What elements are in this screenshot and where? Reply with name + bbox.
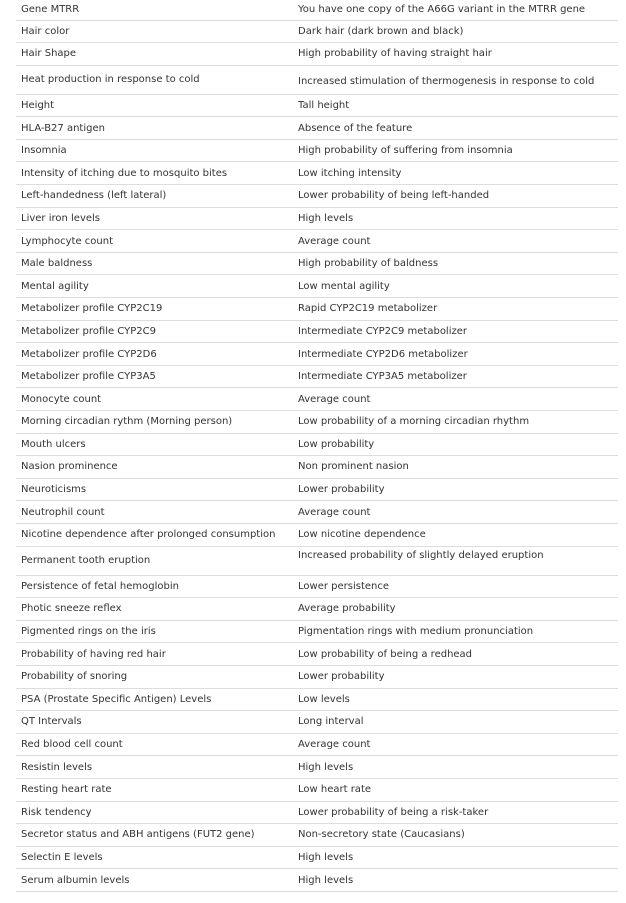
result-cell: Low itching intensity [293, 162, 618, 185]
trait-cell: Male baldness [16, 252, 293, 275]
table-row [16, 20, 618, 43]
table-row [16, 365, 618, 388]
table-row [16, 501, 618, 524]
table-row [16, 801, 618, 824]
trait-cell: Probability of snoring [16, 665, 293, 688]
table-row [16, 139, 618, 162]
trait-cell: Persistence of fetal hemoglobin [16, 575, 293, 598]
result-cell: Low levels [293, 688, 618, 711]
trait-cell: Height [16, 94, 293, 117]
result-cell: Intermediate CYP2D6 metabolizer [293, 343, 618, 366]
trait-cell: Hair Shape [16, 43, 293, 66]
table-row [16, 478, 618, 501]
trait-cell: Metabolizer profile CYP3A5 [16, 365, 293, 388]
table-row [16, 320, 618, 343]
result-cell: Long interval [293, 711, 618, 734]
trait-cell: Secretor status and ABH antigens (FUT2 gene) [16, 824, 293, 847]
result-cell: Lower persistence [293, 575, 618, 598]
result-cell: Rapid CYP2C19 metabolizer [293, 298, 618, 321]
result-cell: Intermediate CYP2C9 metabolizer [293, 320, 618, 343]
trait-cell: Probability of having red hair [16, 643, 293, 666]
table-row [16, 433, 618, 456]
trait-cell: Photic sneeze reflex [16, 598, 293, 621]
table-row [16, 643, 618, 666]
table-row [16, 298, 618, 321]
table-row [16, 665, 618, 688]
result-cell: Lower probability [293, 478, 618, 501]
traits-table [16, 0, 618, 892]
table-row [16, 733, 618, 756]
table-row [16, 343, 618, 366]
trait-cell: Hair color [16, 20, 293, 43]
result-cell: High probability of suffering from insomnia [293, 139, 618, 162]
trait-cell: Resistin levels [16, 756, 293, 779]
result-cell: Low nicotine dependence [293, 523, 618, 546]
table-row [16, 275, 618, 298]
trait-cell: Lymphocyte count [16, 230, 293, 253]
trait-cell: Left-handedness (left lateral) [16, 185, 293, 208]
table-row [16, 598, 618, 621]
trait-cell: Heat production in response to cold [16, 65, 293, 94]
trait-cell: Morning circadian rythm (Morning person) [16, 411, 293, 434]
trait-cell: Neutrophil count [16, 501, 293, 524]
table-row [16, 0, 618, 20]
table-row [16, 388, 618, 411]
table-row [16, 688, 618, 711]
trait-cell: Monocyte count [16, 388, 293, 411]
result-cell: Low heart rate [293, 778, 618, 801]
trait-cell: HLA-B27 antigen [16, 117, 293, 140]
result-cell: Increased probability of slightly delayed eruption [293, 546, 618, 575]
trait-cell: Pigmented rings on the iris [16, 620, 293, 643]
result-cell: Increased stimulation of thermogenesis in response to cold [293, 65, 618, 94]
table-row [16, 94, 618, 117]
result-cell: Average count [293, 230, 618, 253]
table-row [16, 620, 618, 643]
result-cell: Pigmentation rings with medium pronunciation [293, 620, 618, 643]
table-row [16, 575, 618, 598]
table-row [16, 846, 618, 869]
result-cell: Absence of the feature [293, 117, 618, 140]
result-cell: You have one copy of the A66G variant in the MTRR gene [293, 0, 618, 20]
table-row [16, 43, 618, 66]
trait-cell: Mental agility [16, 275, 293, 298]
table-row [16, 185, 618, 208]
result-cell: High probability of having straight hair [293, 43, 618, 66]
table-row [16, 65, 618, 94]
table-row [16, 230, 618, 253]
result-cell: High levels [293, 207, 618, 230]
result-cell: Average count [293, 501, 618, 524]
trait-cell: Resting heart rate [16, 778, 293, 801]
table-row [16, 778, 618, 801]
trait-cell: Risk tendency [16, 801, 293, 824]
trait-cell: Metabolizer profile CYP2C19 [16, 298, 293, 321]
result-cell: Non prominent nasion [293, 456, 618, 479]
table-row [16, 711, 618, 734]
trait-cell: Neuroticisms [16, 478, 293, 501]
trait-cell: QT Intervals [16, 711, 293, 734]
trait-cell: PSA (Prostate Specific Antigen) Levels [16, 688, 293, 711]
result-cell: Low mental agility [293, 275, 618, 298]
table-row [16, 523, 618, 546]
result-cell: Lower probability of being left-handed [293, 185, 618, 208]
trait-cell: Metabolizer profile CYP2D6 [16, 343, 293, 366]
table-row [16, 411, 618, 434]
result-cell: High probability of baldness [293, 252, 618, 275]
traits-table-body [16, 0, 618, 891]
trait-cell: Nasion prominence [16, 456, 293, 479]
result-cell: Non-secretory state (Caucasians) [293, 824, 618, 847]
result-cell: Lower probability [293, 665, 618, 688]
trait-cell: Metabolizer profile CYP2C9 [16, 320, 293, 343]
result-cell: Average count [293, 388, 618, 411]
trait-cell: Red blood cell count [16, 733, 293, 756]
table-row [16, 162, 618, 185]
result-cell: Low probability of a morning circadian rhythm [293, 411, 618, 434]
table-row [16, 869, 618, 892]
table-row [16, 252, 618, 275]
trait-cell: Nicotine dependence after prolonged consumption [16, 523, 293, 546]
result-cell: Intermediate CYP3A5 metabolizer [293, 365, 618, 388]
table-row [16, 756, 618, 779]
result-cell: Lower probability of being a risk-taker [293, 801, 618, 824]
trait-cell: Insomnia [16, 139, 293, 162]
trait-cell: Permanent tooth eruption [16, 546, 293, 575]
result-cell: High levels [293, 846, 618, 869]
table-row [16, 546, 618, 575]
result-cell: Low probability of being a redhead [293, 643, 618, 666]
result-cell: Low probability [293, 433, 618, 456]
trait-cell: Serum albumin levels [16, 869, 293, 892]
table-row [16, 207, 618, 230]
trait-cell: Mouth ulcers [16, 433, 293, 456]
result-cell: Tall height [293, 94, 618, 117]
result-cell: Average probability [293, 598, 618, 621]
trait-cell: Selectin E levels [16, 846, 293, 869]
result-cell: High levels [293, 869, 618, 892]
table-row [16, 456, 618, 479]
result-cell: High levels [293, 756, 618, 779]
trait-cell: Gene MTRR [16, 0, 293, 20]
table-row [16, 117, 618, 140]
result-cell: Dark hair (dark brown and black) [293, 20, 618, 43]
trait-cell: Intensity of itching due to mosquito bites [16, 162, 293, 185]
result-cell: Average count [293, 733, 618, 756]
trait-cell: Liver iron levels [16, 207, 293, 230]
table-row [16, 824, 618, 847]
